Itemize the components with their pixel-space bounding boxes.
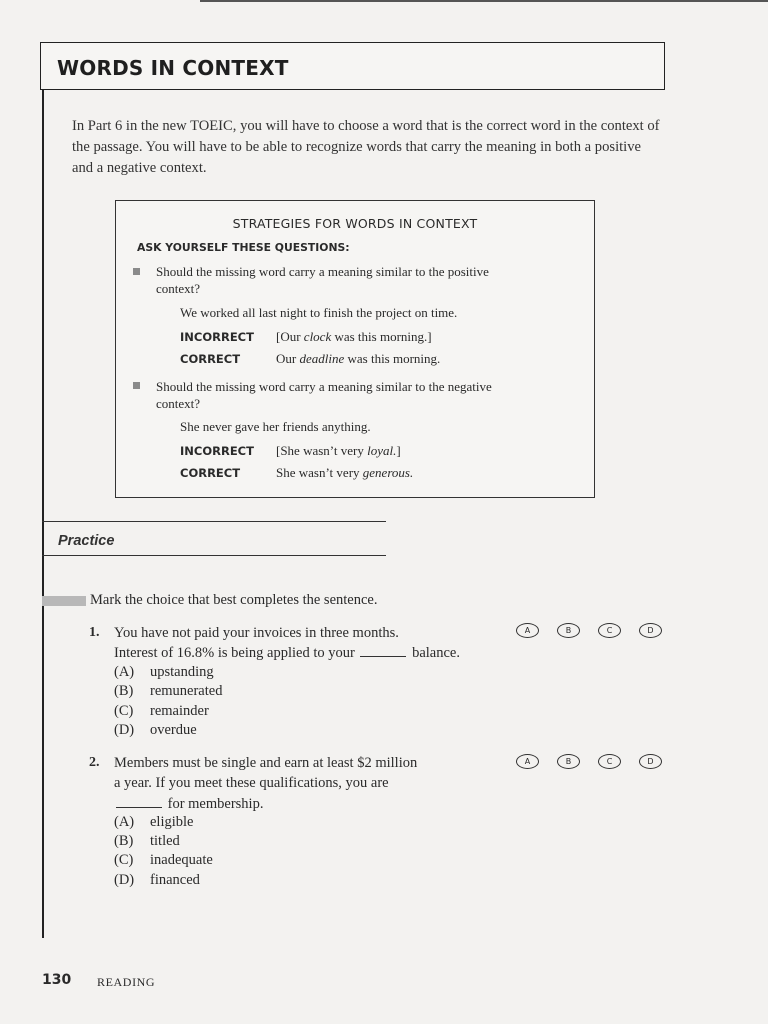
direction-arrow-icon <box>42 596 86 606</box>
correct-label: CORRECT <box>180 466 241 480</box>
page-title: WORDS IN CONTEXT <box>57 56 289 80</box>
section-name: READING <box>97 975 156 989</box>
intro-paragraph: In Part 6 in the new TOEIC, you will have to choose a word that is the correct word in the context of the passage. You will have to be able to recognize words that carry the meaning in both a positive and a negative context. <box>72 118 660 176</box>
incorrect-example: [She wasn’t very loyal.] <box>276 443 401 458</box>
question-stem: Interest of 16.8% is being applied to your balance. <box>114 645 460 661</box>
bubble-d[interactable]: D <box>639 623 662 638</box>
answer-option: (B) titled <box>114 833 180 849</box>
bubble-d[interactable]: D <box>639 754 662 769</box>
example-sentence: We worked all last night to finish the project on time. <box>180 305 458 320</box>
practice-rule-bottom <box>42 555 386 556</box>
question-stem: for membership. <box>114 794 263 814</box>
ask-heading: ASK YOURSELF THESE QUESTIONS: <box>137 241 350 254</box>
incorrect-label: INCORRECT <box>180 444 254 458</box>
correct-example: Our deadline was this morning. <box>276 351 441 366</box>
strategy-box <box>115 200 595 498</box>
answer-option: (C) inadequate <box>114 852 213 868</box>
answer-option: (D) overdue <box>114 722 197 738</box>
square-bullet-icon <box>133 382 140 389</box>
answer-blank <box>116 795 162 808</box>
answer-option: (A) eligible <box>114 814 194 830</box>
bubble-b[interactable]: B <box>557 623 580 638</box>
incorrect-example: [Our clock was this morning.] <box>276 329 432 344</box>
example-sentence: She never gave her friends anything. <box>180 419 371 434</box>
answer-bubbles-q2 <box>516 754 662 769</box>
practice-rule-top <box>42 521 386 522</box>
question-number: 2. <box>89 755 100 770</box>
answer-blank <box>360 644 406 657</box>
question-stem: You have not paid your invoices in three months. <box>114 625 399 641</box>
bubble-c[interactable]: C <box>598 623 621 638</box>
square-bullet-icon <box>133 268 140 275</box>
strategy-question: Should the missing word carry a meaning similar to the positive context? <box>156 264 489 296</box>
top-rule <box>200 0 768 2</box>
answer-option: (D) financed <box>114 872 200 888</box>
direction-text: Mark the choice that best completes the sentence. <box>90 592 378 608</box>
answer-option: (A) upstanding <box>114 664 214 680</box>
incorrect-label: INCORRECT <box>180 330 254 344</box>
bubble-c[interactable]: C <box>598 754 621 769</box>
question-stem: a year. If you meet these qualifications, you are <box>114 775 389 791</box>
bubble-a[interactable]: A <box>516 623 539 638</box>
left-margin-rule <box>42 88 44 938</box>
practice-heading: Practice <box>58 533 115 549</box>
page-number: 130 <box>42 972 72 988</box>
title-box <box>40 42 665 90</box>
question-number: 1. <box>89 625 100 640</box>
correct-label: CORRECT <box>180 352 241 366</box>
bubble-b[interactable]: B <box>557 754 580 769</box>
answer-option: (B) remunerated <box>114 683 223 699</box>
strategy-question: Should the missing word carry a meaning similar to the negative context? <box>156 379 492 411</box>
answer-bubbles-q1 <box>516 623 662 638</box>
answer-option: (C) remainder <box>114 703 209 719</box>
correct-example: She wasn’t very generous. <box>276 465 414 480</box>
strategy-box-title: STRATEGIES FOR WORDS IN CONTEXT <box>232 216 478 231</box>
bubble-a[interactable]: A <box>516 754 539 769</box>
question-stem: Members must be single and earn at least $2 million <box>114 755 418 771</box>
